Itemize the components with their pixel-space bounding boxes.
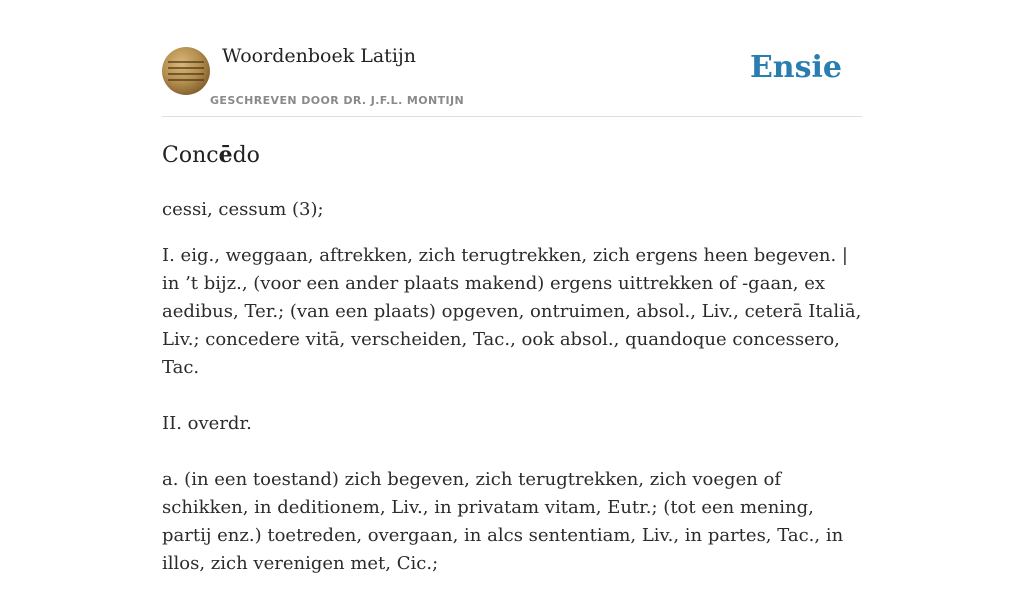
sense-1: I. eig., weggaan, aftrekken, zich terugtrekken, zich ergens heen begeven. | in ’t bijz., (voor een ander plaats makend) ergens uittrekken of -gaan, ex aedibus, Ter.; (van een plaats) opgeven, ontruimen, absol., Liv., ceterā Italiā, Liv.; concedere vitā, verscheiden, Tac., ook absol., quandoque concessero, Tac. [162, 245, 862, 378]
entry-forms: cessi, cessum (3); [162, 199, 324, 220]
header [162, 0, 862, 117]
headword-pre: Conc [162, 143, 219, 168]
headword-post: do [232, 143, 260, 168]
brand-logo-link[interactable]: Ensie [749, 50, 842, 85]
headword [162, 139, 862, 172]
page-container [162, 0, 862, 596]
coin-seal-icon[interactable] [162, 47, 210, 95]
headword-long-vowel: ē [218, 142, 233, 168]
sense-2: II. overdr. [162, 413, 252, 434]
author-byline: GESCHREVEN DOOR DR. J.F.L. MONTIJN [210, 94, 465, 107]
site-title[interactable]: Woordenboek Latijn [222, 45, 417, 67]
sense-2a: a. (in een toestand) zich begeven, zich terugtrekken, zich voegen of schikken, in deditionem, Liv., in privatam vitam, Eutr.; (tot een mening, partij enz.) toetreden, overgaan, in alcs sententiam, Liv., in partes, Tac., in illos, zich verenigen met, Cic.; [162, 469, 844, 574]
dictionary-entry [162, 117, 862, 578]
